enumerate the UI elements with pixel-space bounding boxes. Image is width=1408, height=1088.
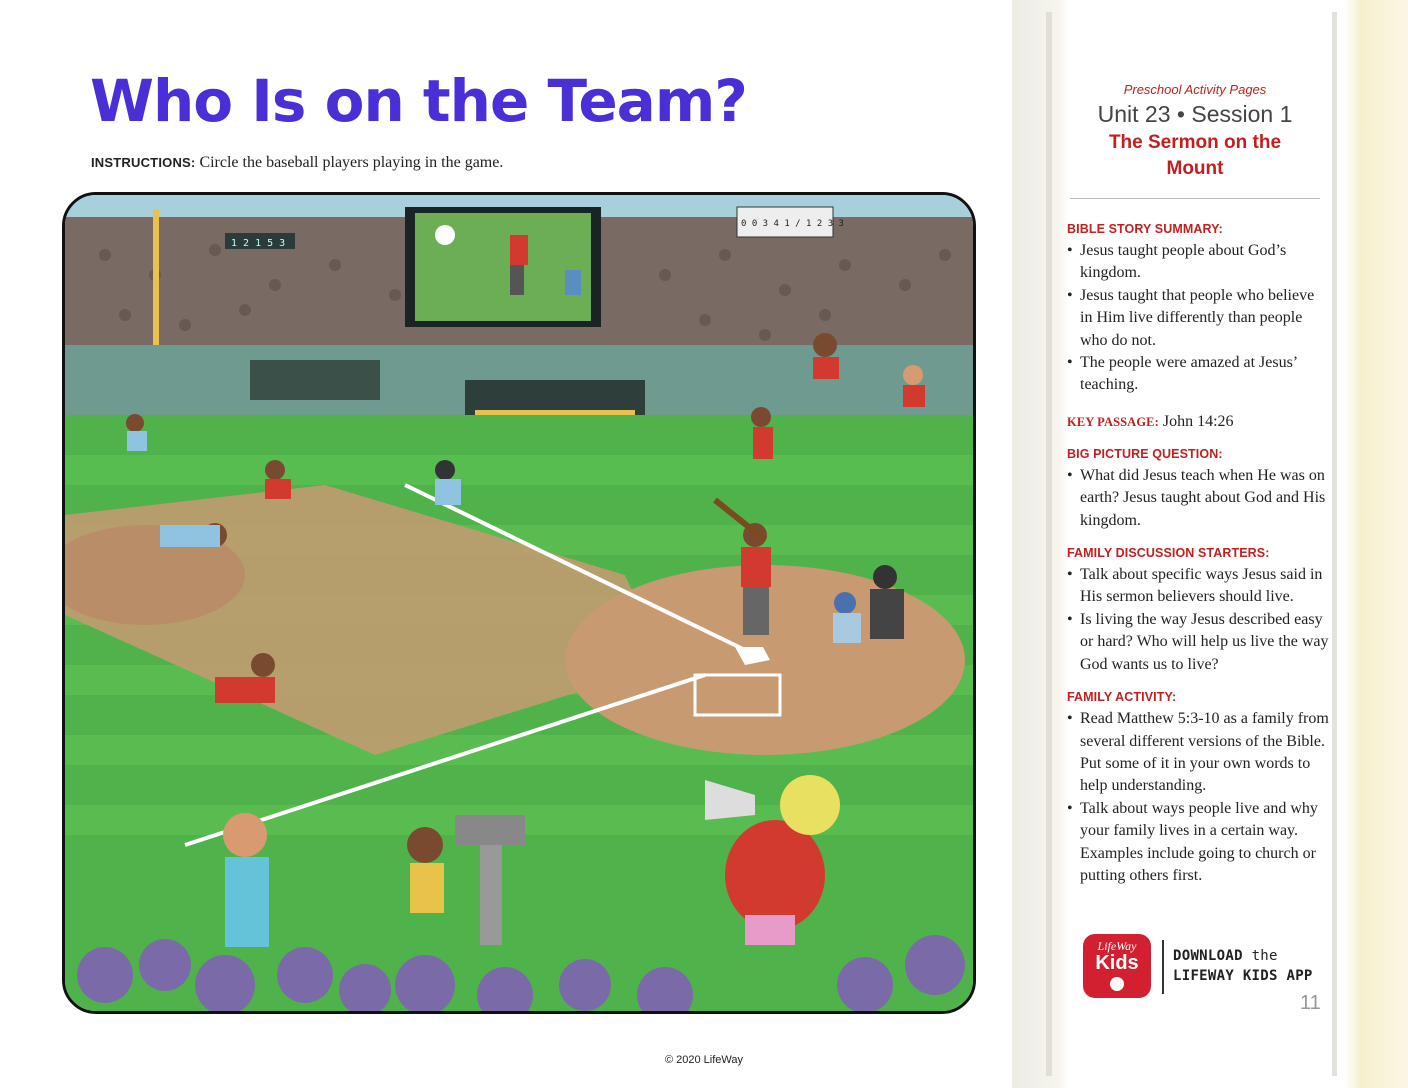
download-app-link[interactable] — [1173, 946, 1313, 986]
session-title — [1062, 130, 1328, 182]
bullet-icon: • — [1067, 286, 1073, 304]
sidebar-texture-line — [1046, 12, 1052, 1076]
section-heading: BIBLE STORY SUMMARY: — [1067, 222, 1223, 236]
activity-section — [1067, 690, 1329, 887]
section-heading: BIG PICTURE QUESTION: — [1067, 446, 1223, 461]
instructions-label: INSTRUCTIONS: — [91, 155, 196, 170]
instructions-text: Circle the baseball players playing in the game. — [199, 154, 504, 171]
bullet-icon: • — [1067, 242, 1073, 259]
left-board-text: 1 2 1 5 3 — [231, 238, 286, 249]
session-title-line2: Mount — [1166, 158, 1224, 179]
fan-holding-head — [223, 813, 269, 947]
list-item: • The people were amazed at Jesus’ teaching. — [1067, 354, 1297, 394]
list-item: • Jesus taught people about God’s kingdom. — [1067, 242, 1287, 282]
logo-line2: Kids — [1095, 952, 1139, 974]
lifeway-kids-logo[interactable] — [1083, 934, 1151, 998]
bullet-icon: • — [1067, 466, 1073, 484]
list-item: • Talk about ways people live and why your family lives in a certain way. Examples include going to church or putting others first. — [1067, 799, 1318, 884]
bullet-icon: • — [1067, 354, 1073, 372]
scoreboard-text: 0 0 3 4 1 / 1 2 3 3 — [741, 219, 844, 229]
section-heading: FAMILY ACTIVITY: — [1067, 690, 1177, 705]
download-line1: DOWNLOAD the — [1173, 948, 1278, 964]
big-picture-section — [1067, 447, 1329, 532]
sidebar-kicker: Preschool Activity Pages — [1123, 82, 1267, 97]
bullet-icon: • — [1067, 710, 1073, 728]
section-heading: KEY PASSAGE: — [1067, 414, 1159, 429]
sidebar-content — [1067, 222, 1329, 901]
divider — [1070, 198, 1320, 199]
copyright: © 2020 LifeWay — [664, 1054, 743, 1066]
page-number: 11 — [1300, 992, 1321, 1014]
logo-line1: LifeWay — [1097, 939, 1137, 953]
list-item: • Talk about specific ways Jesus said in His sermon believers should live. — [1067, 566, 1323, 606]
bullet-icon: • — [1067, 610, 1073, 628]
logo-emblem-icon — [1110, 977, 1124, 991]
pitcher-figure — [160, 523, 227, 547]
download-line2: LIFEWAY KIDS APP — [1173, 968, 1313, 984]
app-divider — [1162, 940, 1164, 994]
baseball-scene-svg — [65, 195, 973, 1011]
page-title: Who Is on the Team? — [90, 67, 747, 135]
key-passage-section — [1067, 411, 1329, 433]
key-passage-text: John 14:26 — [1162, 412, 1234, 430]
sidebar-texture-line — [1332, 12, 1337, 1076]
summary-section — [1067, 222, 1329, 397]
discussion-section — [1067, 546, 1329, 676]
baseball-scene-illustration[interactable] — [62, 192, 976, 1014]
session-title-line1: The Sermon on the — [1108, 132, 1282, 153]
bullet-icon: • — [1067, 566, 1073, 584]
list-item: • Is living the way Jesus described easy or hard? Who will help us live the way God wants us to live? — [1067, 610, 1329, 673]
unit-session: Unit 23 • Session 1 — [1097, 101, 1293, 127]
list-item: • What did Jesus teach when He was on earth? Jesus taught about God and His kingdom. — [1067, 466, 1326, 529]
list-item: • Read Matthew 5:3-10 as a family from several different versions of the Bible. Put some of it in your own words to help understanding. — [1067, 710, 1329, 795]
instructions — [91, 154, 503, 172]
bullet-icon: • — [1067, 799, 1073, 817]
list-item: • Jesus taught that people who believe in Him live differently than people who do not. — [1067, 286, 1315, 349]
section-heading: FAMILY DISCUSSION STARTERS: — [1067, 546, 1270, 561]
